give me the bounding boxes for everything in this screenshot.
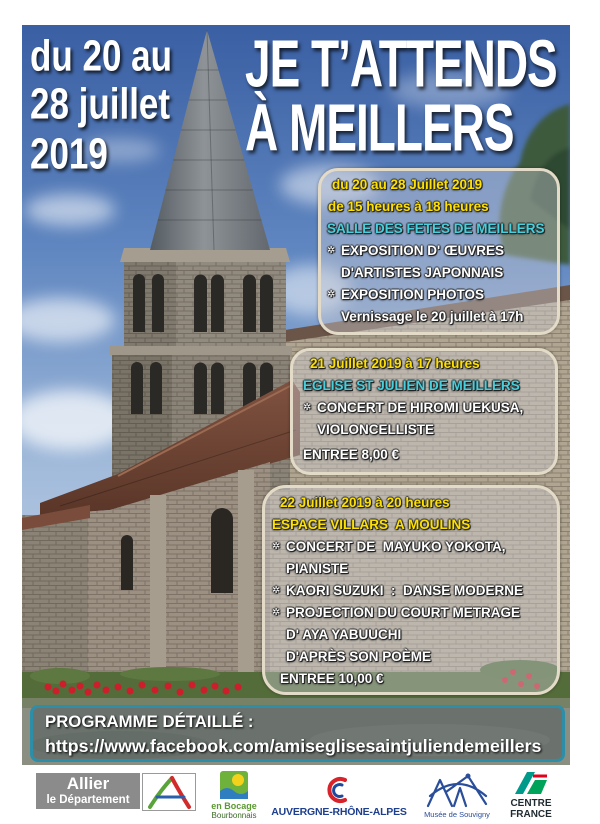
auvergne-rhone-alpes-logo-icon bbox=[325, 776, 353, 804]
event-box-cello-concert bbox=[290, 348, 558, 475]
bocage-bourbonnais-logo bbox=[208, 769, 260, 823]
programme-box bbox=[30, 705, 565, 762]
allier-a-logo-icon bbox=[142, 773, 196, 811]
event-item-text: KAORI SUZUKI : DANSE MODERNE bbox=[286, 583, 524, 598]
vernissage-note: Vernissage le 20 juillet à 17h bbox=[341, 309, 524, 324]
side-building bbox=[22, 505, 90, 692]
bocage-subtitle: Bourbonnais bbox=[211, 811, 257, 820]
event-item-text: CONCERT DE HIROMI UEKUSA, bbox=[317, 400, 524, 415]
header-date-line: 2019 bbox=[30, 129, 108, 179]
event-item bbox=[272, 580, 557, 602]
allier-name-box bbox=[36, 773, 140, 809]
allier-name: Allier bbox=[66, 774, 110, 793]
event-item bbox=[272, 602, 557, 624]
musee-souvigny-name: Musée de Souvigny bbox=[424, 810, 490, 819]
nave-window bbox=[211, 508, 233, 593]
star-bullet-icon: ✲ bbox=[303, 402, 312, 413]
event-price: ENTREE 10,00 € bbox=[280, 671, 384, 686]
event-date: du 20 au 28 Juillet 2019 bbox=[332, 177, 483, 192]
event-item-continuation: D'ARTISTES JAPONNAIS bbox=[341, 265, 504, 280]
event-item-text: EXPOSITION PHOTOS bbox=[341, 287, 485, 302]
credit-agricole-region-line: FRANCE bbox=[510, 809, 552, 820]
bocage-name: en Bocage bbox=[211, 801, 257, 811]
event-item bbox=[303, 397, 555, 419]
event-item-continuation: D'APRÈS SON POÈME bbox=[286, 649, 431, 664]
event-item-text: CONCERT DE MAYUKO YOKOTA, bbox=[286, 539, 506, 554]
event-item-continuation: VIOLONCELLISTE bbox=[317, 422, 435, 437]
facebook-url: https://www.facebook.com/amiseglisesaintjuliendemeillers bbox=[45, 736, 542, 756]
poster-title-line: À MEILLERS bbox=[245, 89, 514, 166]
credit-agricole-region-line: CENTRE bbox=[510, 798, 552, 809]
poster-title-line: JE T’ATTENDS bbox=[245, 25, 557, 102]
event-time: de 15 heures à 18 heures bbox=[328, 199, 489, 214]
allier-departement-logo bbox=[36, 773, 196, 811]
event-item-text: PROJECTION DU COURT METRAGE bbox=[286, 605, 521, 620]
header-date-line: du 20 au bbox=[30, 31, 172, 81]
allier-subtitle: le Département bbox=[46, 794, 130, 806]
musee-souvigny-logo-icon bbox=[424, 770, 490, 808]
star-bullet-icon: ✲ bbox=[327, 289, 336, 300]
event-date: 21 Juillet 2019 à 17 heures bbox=[310, 356, 480, 371]
credit-agricole-logo-icon bbox=[513, 770, 549, 796]
header-date-line: 28 juillet bbox=[30, 79, 171, 129]
star-bullet-icon: ✲ bbox=[272, 607, 281, 618]
event-date: 22 Juillet 2019 à 20 heures bbox=[280, 495, 450, 510]
event-price: ENTREE 8,00 € bbox=[303, 447, 400, 462]
musee-souvigny-logo bbox=[420, 768, 494, 822]
star-bullet-icon: ✲ bbox=[272, 541, 281, 552]
auvergne-rhone-alpes-name: AUVERGNE-RHÔNE-ALPES bbox=[271, 806, 407, 818]
credit-agricole-centre-france-logo bbox=[498, 770, 564, 822]
nave-window bbox=[121, 535, 133, 590]
event-box-moulins bbox=[262, 485, 560, 695]
event-item bbox=[327, 240, 557, 262]
event-venue: SALLE DES FETES DE MEILLERS bbox=[327, 221, 545, 236]
auvergne-rhone-alpes-logo bbox=[264, 776, 414, 820]
event-item-continuation: PIANISTE bbox=[286, 561, 349, 576]
event-box-exhibition bbox=[318, 168, 560, 335]
event-item-text: EXPOSITION D' ŒUVRES bbox=[341, 243, 504, 258]
event-item bbox=[272, 536, 557, 558]
event-venue: ESPACE VILLARS A MOULINS bbox=[272, 517, 471, 532]
star-bullet-icon: ✲ bbox=[327, 245, 336, 256]
event-item-continuation: D' AYA YABUUCHI bbox=[286, 627, 402, 642]
bocage-bourbonnais-logo-icon bbox=[220, 771, 248, 799]
event-item bbox=[327, 284, 557, 306]
programme-label: PROGRAMME DÉTAILLÉ : bbox=[45, 712, 254, 731]
event-venue: EGLISE ST JULIEN DE MEILLERS bbox=[303, 378, 520, 393]
star-bullet-icon: ✲ bbox=[272, 585, 281, 596]
